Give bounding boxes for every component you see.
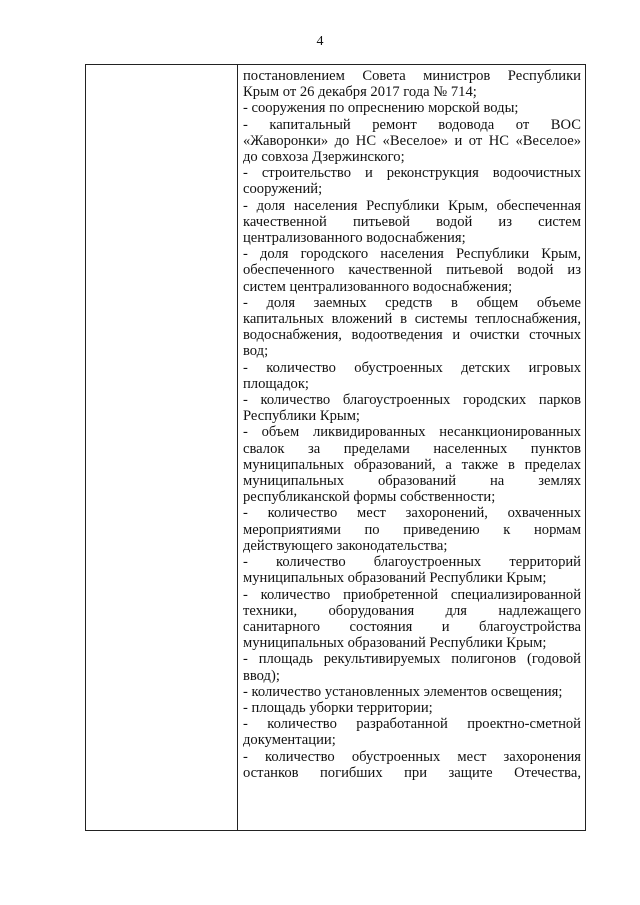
text-line: муниципальных образований, а также в пределах	[243, 456, 581, 473]
table-right-cell	[239, 65, 585, 830]
text-line: сооружений;	[243, 181, 323, 198]
text-line: - количество обустроенных детских игровых	[243, 359, 581, 376]
document-table	[85, 64, 586, 831]
text-line: вод;	[243, 343, 269, 360]
text-line: - капитальный ремонт водовода от ВОС	[243, 116, 581, 133]
text-line: централизованного водоснабжения;	[243, 230, 466, 247]
text-line: до совхоза Дзержинского;	[243, 149, 405, 166]
text-line: муниципальных образований на землях	[243, 473, 581, 490]
text-line: - строительство и реконструкция водоочистных	[243, 165, 581, 182]
text-line: «Жаворонки» до НС «Веселое» и от НС «Веселое»	[243, 132, 581, 149]
text-line: - количество мест захоронений, охваченных	[243, 505, 581, 522]
text-line: систем централизованного водоснабжения;	[243, 278, 513, 295]
text-line: муниципальных образований Республики Крым;	[243, 635, 547, 652]
text-line: - количество благоустроенных территорий	[243, 554, 581, 571]
text-line: техники, оборудования для надлежащего	[243, 602, 581, 619]
text-line: - количество установленных элементов освещения;	[243, 683, 563, 700]
text-line: ввод);	[243, 667, 280, 684]
text-line: - количество разработанной проектно-сметной	[243, 716, 581, 733]
text-line: водоснабжения, водоотведения и очистки сточных	[243, 327, 581, 344]
table-left-cell	[86, 65, 238, 830]
text-line: - количество благоустроенных городских парков	[243, 392, 581, 409]
text-line: документации;	[243, 732, 336, 749]
text-line: муниципальных образований Республики Крым;	[243, 570, 547, 587]
text-line: - объем ликвидированных несанкционированных	[243, 424, 581, 441]
text-line: - доля городского населения Республики Крым,	[243, 246, 581, 263]
text-line: - площадь рекультивируемых полигонов (годовой	[243, 651, 581, 668]
text-line: действующего законодательства;	[243, 537, 448, 554]
text-line: республиканской формы собственности;	[243, 489, 496, 506]
text-line: - площадь уборки территории;	[243, 699, 433, 716]
text-line: Крым от 26 декабря 2017 года № 714;	[243, 84, 477, 101]
text-line: Республики Крым;	[243, 408, 360, 425]
text-line: капитальных вложений в системы теплоснабжения,	[243, 311, 581, 328]
text-line: - доля населения Республики Крым, обеспеченная	[243, 197, 581, 214]
page-number: 4	[316, 34, 324, 49]
text-line: останков погибших при защите Отечества,	[243, 764, 581, 781]
text-line: качественной питьевой водой из систем	[243, 213, 581, 230]
text-line: - количество обустроенных мест захоронения	[243, 748, 581, 765]
text-line: постановлением Совета министров Республики	[243, 68, 581, 84]
text-line: обеспеченного качественной питьевой водой из	[243, 262, 581, 279]
text-line: площадок;	[243, 375, 309, 392]
text-line: санитарного состояния и благоустройства	[243, 618, 581, 635]
text-line: мероприятиями по приведению к нормам	[243, 521, 581, 538]
text-line: - сооружения по опреснению морской воды;	[243, 100, 519, 117]
text-line: свалок за пределами населенных пунктов	[243, 440, 581, 457]
text-line: - количество приобретенной специализированной	[243, 586, 581, 603]
text-line: - доля заемных средств в общем объеме	[243, 294, 581, 311]
